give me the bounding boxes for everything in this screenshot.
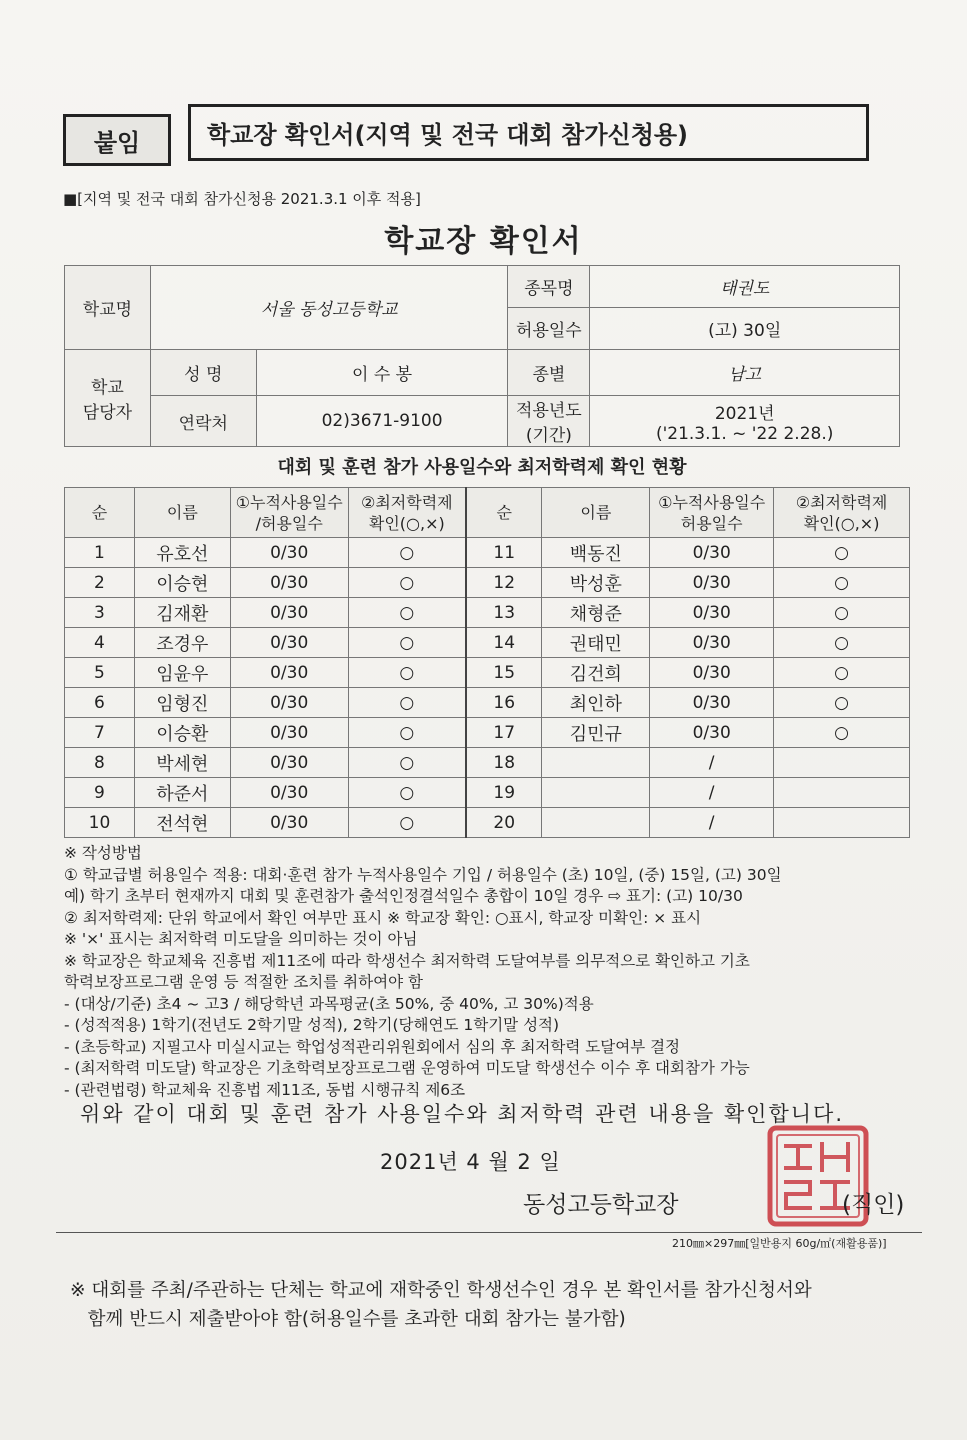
note-line: - (성적적용) 1학기(전년도 2학기말 성적), 2학기(당해연도 1학기말 성적) — [64, 1016, 560, 1034]
header-name-left: 이름 — [134, 488, 230, 538]
cell-check: ○ — [774, 658, 910, 688]
cell-name — [542, 748, 650, 778]
cell-name: 백동진 — [542, 538, 650, 568]
allowed-label: 허용일수 — [508, 308, 590, 350]
document-title: 학교장 확인서 — [384, 224, 583, 259]
cell-name: 유호선 — [134, 538, 230, 568]
divider — [56, 1232, 922, 1233]
cell-days: 0/30 — [230, 688, 348, 718]
cell-check: ○ — [348, 598, 466, 628]
attachment-tag: 붙임 — [63, 114, 171, 166]
table-row — [65, 628, 910, 658]
cell-name: 임형진 — [134, 688, 230, 718]
cell-num: 14 — [466, 628, 542, 658]
note-line: 예) 학기 초부터 현재까지 대회 및 훈련참가 출석인정결석일수 총합이 10일 경우 ⇨ 표기: (고) 10/30 — [64, 887, 743, 905]
note-line: 학력보장프로그램 운영 등 적절한 조치를 취하여야 함 — [64, 973, 423, 991]
cell-check: ○ — [348, 568, 466, 598]
cell-num: 19 — [466, 778, 542, 808]
table-row — [65, 748, 910, 778]
gender-label: 종별 — [508, 350, 590, 396]
cell-check: ○ — [348, 808, 466, 838]
cell-days: 0/30 — [230, 598, 348, 628]
cell-check: ○ — [348, 748, 466, 778]
cell-check: ○ — [774, 538, 910, 568]
cell-num: 2 — [65, 568, 135, 598]
cell-name: 최인하 — [542, 688, 650, 718]
note-line: - (최저학력 미도달) 학교장은 기초학력보장프로그램 운영하여 미도달 학생선수 이수 후 대회참가 가능 — [64, 1059, 750, 1077]
cell-num: 5 — [65, 658, 135, 688]
cell-num: 9 — [65, 778, 135, 808]
name-label: 성 명 — [150, 350, 256, 396]
form-title: 학교장 확인서(지역 및 전국 대회 참가신청용) — [188, 104, 869, 161]
submission-note-line2: 함께 반드시 제출받아야 함(허용일수를 초과한 대회 참가는 불가함) — [70, 1309, 626, 1330]
cell-num: 8 — [65, 748, 135, 778]
seal-label: (직인) — [842, 1192, 905, 1218]
cell-num: 11 — [466, 538, 542, 568]
cell-days: / — [650, 748, 774, 778]
header-check-line2: 확인(○,×) — [368, 513, 445, 533]
table-row — [65, 538, 910, 568]
note-line: ※ 작성방법 — [64, 844, 142, 862]
cell-name: 하준서 — [134, 778, 230, 808]
year-label-line2: (기간) — [525, 426, 572, 446]
cell-days: 0/30 — [230, 718, 348, 748]
cell-num: 7 — [65, 718, 135, 748]
cell-days: 0/30 — [650, 598, 774, 628]
cell-check: ○ — [348, 778, 466, 808]
header-check-right — [774, 488, 910, 538]
cell-num: 16 — [466, 688, 542, 718]
header-days-left — [230, 488, 348, 538]
year-label-line1: 적용년도 — [516, 401, 582, 421]
cell-days: 0/30 — [650, 568, 774, 598]
cell-check: ○ — [348, 538, 466, 568]
table-row — [65, 808, 910, 838]
submission-note-line1: ※ 대회를 주최/주관하는 단체는 학교에 재학중인 학생선수인 경우 본 확인서를 참가신청서와 — [70, 1280, 812, 1301]
cell-name: 권태민 — [542, 628, 650, 658]
cell-check: ○ — [774, 688, 910, 718]
cell-name: 이승환 — [134, 718, 230, 748]
cell-name — [542, 778, 650, 808]
cell-check — [774, 778, 910, 808]
cell-days: 0/30 — [650, 658, 774, 688]
cell-name: 김민규 — [542, 718, 650, 748]
year-value-line2: ('21.3.1. ~ '22 2.28.) — [655, 423, 834, 444]
roster-table — [64, 487, 910, 838]
submission-note — [70, 1276, 930, 1334]
event-label: 종목명 — [508, 266, 590, 308]
cell-days: 0/30 — [650, 718, 774, 748]
instructions — [64, 843, 924, 1101]
form-subnote: ■[지역 및 전국 대회 참가신청용 2021.3.1 이후 적용] — [63, 190, 421, 208]
school-label: 학교명 — [65, 266, 151, 350]
cell-check: ○ — [774, 628, 910, 658]
cell-days: 0/30 — [230, 568, 348, 598]
allowed-value: (고) 30일 — [590, 308, 900, 350]
cell-check: ○ — [348, 718, 466, 748]
cell-num: 1 — [65, 538, 135, 568]
cell-num: 10 — [65, 808, 135, 838]
year-label — [508, 396, 590, 447]
header-check-line2: 확인(○,×) — [803, 513, 880, 533]
note-line: - (관련법령) 학교체육 진흥법 제11조, 동법 시행규칙 제6조 — [64, 1080, 466, 1099]
cell-days: / — [650, 778, 774, 808]
cell-name — [542, 808, 650, 838]
header-num-right: 순 — [466, 488, 542, 538]
cell-days: 0/30 — [230, 658, 348, 688]
header-days-right — [650, 488, 774, 538]
header-name-right: 이름 — [542, 488, 650, 538]
cell-check — [774, 748, 910, 778]
cell-check: ○ — [348, 628, 466, 658]
cell-name: 채형준 — [542, 598, 650, 628]
cell-num: 17 — [466, 718, 542, 748]
cell-days: 0/30 — [230, 808, 348, 838]
header-num-left: 순 — [65, 488, 135, 538]
paper-spec: 210㎜×297㎜[일반용지 60g/㎡(재활용품)] — [672, 1237, 887, 1250]
table-row — [65, 598, 910, 628]
cell-days: 0/30 — [230, 778, 348, 808]
cell-name: 전석현 — [134, 808, 230, 838]
note-line: ① 학교급별 허용일수 적용: 대회·훈련 참가 누적사용일수 기입 / 허용일수 (초) 10일, (중) 15일, (고) 30일 — [64, 865, 782, 884]
header-check-line1: ②최저학력제 — [361, 492, 453, 512]
cell-name: 김건희 — [542, 658, 650, 688]
year-value — [590, 396, 900, 447]
cell-num: 12 — [466, 568, 542, 598]
note-line: ※ 학교장은 학교체육 진흥법 제11조에 따라 학생선수 최저학력 도달여부를 의무적으로 확인하고 기초 — [64, 951, 750, 970]
cell-name: 박성훈 — [542, 568, 650, 598]
year-value-line1: 2021년 — [714, 403, 775, 424]
issue-date: 2021년 4 월 2 일 — [380, 1150, 561, 1174]
gender-value: 남고 — [590, 350, 900, 396]
cell-num: 15 — [466, 658, 542, 688]
cell-days: 0/30 — [230, 538, 348, 568]
header-days-line2: /허용일수 — [255, 513, 323, 533]
header-check-line1: ②최저학력제 — [795, 492, 888, 512]
header-check-left — [348, 488, 466, 538]
contact-label: 연락처 — [150, 396, 256, 447]
note-line: - (초등학교) 지필고사 미실시교는 학업성적관리위원회에서 심의 후 최저학력 도달여부 결정 — [64, 1037, 681, 1056]
roster-section-title: 대회 및 훈련 참가 사용일수와 최저학력제 확인 현황 — [277, 457, 687, 478]
cell-num: 6 — [65, 688, 135, 718]
header-days-line1: ①누적사용일수 — [658, 492, 766, 512]
cell-check: ○ — [774, 598, 910, 628]
cell-name: 김재환 — [134, 598, 230, 628]
note-line: ② 최저학력제: 단위 학교에서 확인 여부만 표시 ※ 학교장 확인: ○표시, 학교장 미확인: × 표시 — [64, 908, 702, 927]
header-days-line1: ①누적사용일수 — [235, 492, 343, 512]
info-table — [64, 265, 900, 447]
contact-value: 02)3671-9100 — [256, 396, 508, 447]
confirmation-statement: 위와 같이 대회 및 훈련 참가 사용일수와 최저학력 관련 내용을 확인합니다. — [80, 1102, 845, 1126]
manager-label-line1: 학교 — [91, 378, 124, 398]
cell-name: 임윤우 — [134, 658, 230, 688]
cell-days: 0/30 — [650, 538, 774, 568]
cell-name: 박세현 — [134, 748, 230, 778]
cell-days: 0/30 — [230, 748, 348, 778]
table-row — [65, 658, 910, 688]
cell-days: 0/30 — [230, 628, 348, 658]
cell-days: / — [650, 808, 774, 838]
header-days-line2: 허용일수 — [680, 513, 743, 533]
table-row — [65, 778, 910, 808]
table-row — [65, 568, 910, 598]
cell-name: 이승현 — [134, 568, 230, 598]
cell-check — [774, 808, 910, 838]
manager-label-line2: 담당자 — [82, 403, 133, 423]
cell-num: 18 — [466, 748, 542, 778]
event-value: 태권도 — [590, 266, 900, 308]
note-line: - (대상/기준) 초4 ~ 고3 / 해당학년 과목평균(초 50%, 중 40%, 고 30%)적용 — [64, 994, 594, 1013]
cell-num: 20 — [466, 808, 542, 838]
manager-label — [65, 350, 151, 447]
cell-check: ○ — [774, 718, 910, 748]
table-row — [65, 688, 910, 718]
cell-days: 0/30 — [650, 688, 774, 718]
cell-num: 4 — [65, 628, 135, 658]
name-value: 이 수 봉 — [256, 350, 508, 396]
school-value: 서울 동성고등학교 — [150, 266, 508, 350]
cell-check: ○ — [348, 658, 466, 688]
cell-num: 3 — [65, 598, 135, 628]
cell-check: ○ — [774, 568, 910, 598]
cell-days: 0/30 — [650, 628, 774, 658]
cell-check: ○ — [348, 688, 466, 718]
principal-name: 동성고등학교장 — [523, 1192, 679, 1218]
cell-name: 조경우 — [134, 628, 230, 658]
table-row — [65, 718, 910, 748]
note-line: ※ '×' 표시는 최저학력 미도달을 의미하는 것이 아님 — [64, 930, 418, 948]
cell-num: 13 — [466, 598, 542, 628]
